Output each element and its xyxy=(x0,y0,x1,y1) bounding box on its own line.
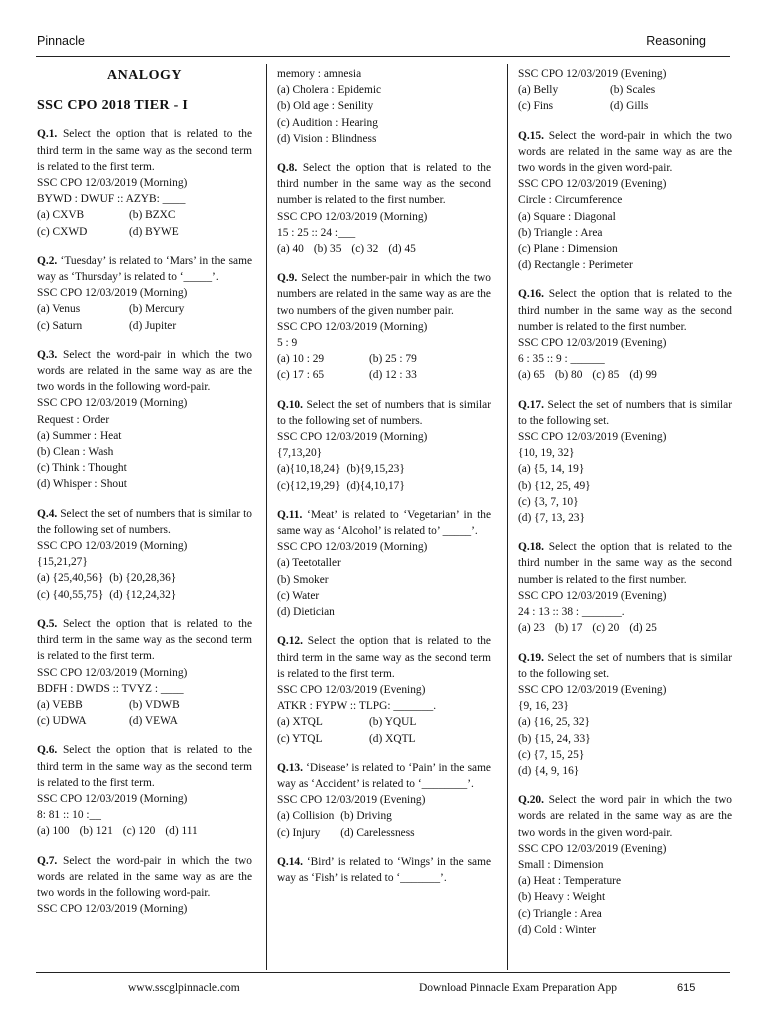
option-item: (b) Old age : Senility xyxy=(277,100,374,113)
question-number: Q.10. xyxy=(277,398,303,411)
option-item: (c) Plane : Dimension xyxy=(518,243,618,256)
option-item: (a) {25,40,56} xyxy=(37,572,104,585)
question-prompt: Small : Dimension xyxy=(518,858,604,871)
question-stem xyxy=(277,397,491,429)
question-prompt: BDFH : DWDS :: TVYZ : ____ xyxy=(37,682,184,695)
option-item: (a) VEBB xyxy=(37,698,83,711)
option-item: (a) Collision xyxy=(277,810,335,823)
option-item: (d) 12 : 33 xyxy=(369,369,417,382)
question-prompt: 8: 81 :: 10 :__ xyxy=(37,809,101,822)
option-item: (a) 100 xyxy=(37,825,70,838)
question-source: SSC CPO 12/03/2019 (Morning) xyxy=(37,177,188,190)
question-stem xyxy=(37,853,252,902)
question-source: SSC CPO 12/03/2019 (Evening) xyxy=(277,683,426,696)
page-number: 615 xyxy=(677,982,696,994)
option-list xyxy=(277,351,491,383)
question-stem xyxy=(37,616,252,665)
question-item xyxy=(37,506,252,603)
section-heading: SSC CPO 2018 TIER - I xyxy=(37,98,189,114)
question-source: SSC CPO 12/03/2019 (Morning) xyxy=(37,666,188,679)
question-prompt: {9, 16, 23} xyxy=(518,700,569,713)
option-item: (c) YTQL xyxy=(277,732,323,745)
option-item: (c) Audition : Hearing xyxy=(277,116,378,129)
option-item: (a) Belly xyxy=(518,84,559,97)
question-source: SSC CPO 12/03/2019 (Morning) xyxy=(37,540,188,553)
question-source: SSC CPO 12/03/2019 (Evening) xyxy=(518,337,667,350)
question-list-1 xyxy=(37,126,252,917)
option-item: (b) {20,28,36} xyxy=(109,572,177,585)
option-item: (d) Whisper : Shout xyxy=(37,478,127,491)
column-3 xyxy=(518,66,732,951)
question-number: Q.4. xyxy=(37,507,58,520)
question-stem xyxy=(277,854,491,886)
option-item: (d) 45 xyxy=(388,243,416,256)
question-stem xyxy=(277,160,491,209)
question-prompt: {10, 19, 32} xyxy=(518,447,575,460)
question-stem xyxy=(518,397,732,429)
question-number: Q.7. xyxy=(37,854,58,867)
question-14-continued xyxy=(518,66,732,115)
question-item xyxy=(518,286,732,383)
column-divider-1 xyxy=(266,64,267,970)
question-stem xyxy=(37,347,252,396)
option-list xyxy=(37,428,252,493)
option-item: (c){12,19,29} xyxy=(277,479,341,492)
option-item: (c) Saturn xyxy=(37,319,83,332)
option-item: (c) Fins xyxy=(518,100,554,113)
question-number: Q.19. xyxy=(518,651,544,664)
question-text: Select the option that is related to the third term in the same way as the second term is related to the first term. xyxy=(37,128,252,173)
question-prompt: Circle : Circumference xyxy=(518,194,623,207)
question-source: SSC CPO 12/03/2019 (Morning) xyxy=(37,397,188,410)
option-item: (d) Vision : Blindness xyxy=(277,132,377,145)
option-list xyxy=(518,714,732,779)
option-item: (b) Clean : Wash xyxy=(37,446,114,459)
option-list xyxy=(518,82,732,114)
option-item: (c) Triangle : Area xyxy=(518,907,602,920)
question-text: Select the option that is related to the third term in the same way as the second term is related to the first term. xyxy=(37,744,252,789)
option-item: (a) {5, 14, 19} xyxy=(518,463,585,476)
question-text: Select the option that is related to the third number in the same way as the second number is related to the first number. xyxy=(277,162,491,207)
question-item xyxy=(37,253,252,334)
question-prompt: ATKR : FYPW :: TLPG: _______. xyxy=(277,700,437,713)
option-item: (d) Jupiter xyxy=(129,319,177,332)
option-item: (b) VDWB xyxy=(129,698,180,711)
question-stem xyxy=(277,507,491,539)
option-item: (b) Driving xyxy=(340,810,392,823)
option-item: (c) Water xyxy=(277,589,320,602)
option-item: (a) 23 xyxy=(518,622,545,635)
question-source: SSC CPO 12/03/2019 (Morning) xyxy=(277,210,428,223)
question-text: Select the set of numbers that is similar to the following set of numbers. xyxy=(277,398,491,427)
question-source: SSC CPO 12/03/2019 (Morning) xyxy=(37,792,188,805)
question-text: Select the set of numbers that is similar to the following set of numbers. xyxy=(37,507,252,536)
option-list xyxy=(518,209,732,274)
option-item: (a) CXVB xyxy=(37,209,85,222)
question-prompt: {15,21,27} xyxy=(37,556,88,569)
question-item xyxy=(277,633,491,746)
option-item: (d) Rectangle : Perimeter xyxy=(518,259,633,272)
option-item: (a) 65 xyxy=(518,369,545,382)
question-item xyxy=(277,507,491,620)
question-text: Select the word pair in which the two words are related in the same way as are the two words in the given word-pair. xyxy=(518,794,732,839)
question-text: Select the option that is related to the third number in the same way as the second number is related to the first number. xyxy=(518,541,732,586)
question-item xyxy=(37,347,252,493)
option-list xyxy=(37,697,252,729)
question-stem xyxy=(37,506,252,538)
question-text: Select the word-pair in which the two words are related in the same way as are the two words in the given word-pair. xyxy=(518,129,732,175)
question-number: Q.8. xyxy=(277,162,298,175)
option-item: (b) 80 xyxy=(554,369,583,382)
question-item xyxy=(277,160,491,257)
question-item xyxy=(37,616,252,729)
question-source: SSC CPO 12/03/2019 (Morning) xyxy=(37,287,188,300)
option-list xyxy=(277,82,491,147)
question-list-3 xyxy=(518,128,732,938)
option-item: (a){10,18,24} xyxy=(277,463,341,476)
question-number: Q.9. xyxy=(277,272,298,285)
footer-app-promo: Download Pinnacle Exam Preparation App xyxy=(419,982,618,994)
option-item: (a) 40 xyxy=(277,243,304,256)
option-item: (c) 17 : 65 xyxy=(277,369,325,382)
option-item: (d) Gills xyxy=(610,100,649,113)
question-number: Q.1. xyxy=(37,128,58,141)
column-divider-2 xyxy=(507,64,508,970)
footer-divider xyxy=(36,972,730,973)
option-item: (d){4,10,17} xyxy=(346,479,405,492)
option-item: (a) 10 : 29 xyxy=(277,353,325,366)
question-stem xyxy=(518,128,732,177)
question-item xyxy=(518,128,732,274)
question-text: Select the word-pair in which the two words are related in the same way as are the two words in the following word-pair. xyxy=(37,854,252,899)
question-list-2 xyxy=(277,160,491,886)
question-number: Q.17. xyxy=(518,398,544,411)
option-item: (b) Heavy : Weight xyxy=(518,891,606,904)
option-item: (d) Cold : Winter xyxy=(518,923,597,936)
question-number: Q.20. xyxy=(518,794,544,807)
option-list xyxy=(37,823,252,839)
question-prompt: 5 : 9 xyxy=(277,337,298,350)
question-text: Select the option that is related to the third number in the same way as the second number is related to the first number. xyxy=(518,288,732,333)
option-item: (d) {4, 9, 16} xyxy=(518,764,580,777)
option-item: (a) Cholera : Epidemic xyxy=(277,84,382,97)
option-item: (b) Triangle : Area xyxy=(518,226,603,239)
option-item: (c) 120 xyxy=(122,825,156,838)
option-item: (d) 25 xyxy=(629,622,657,635)
question-stem xyxy=(277,270,491,319)
option-item: (d) {7, 13, 23} xyxy=(518,512,585,525)
option-item: (d) BYWE xyxy=(129,225,179,238)
option-list xyxy=(277,555,491,620)
question-prompt: 24 : 13 :: 38 : _______. xyxy=(518,606,625,619)
question-prompt: memory : amnesia xyxy=(277,68,362,80)
option-item: (b) Scales xyxy=(610,84,656,97)
question-number: Q.15. xyxy=(518,129,544,142)
question-item xyxy=(277,270,491,383)
question-prompt: {7,13,20} xyxy=(277,447,323,460)
option-item: (a) Square : Diagonal xyxy=(518,210,616,223)
question-text: Select the set of numbers that is similar to the following set. xyxy=(518,651,732,680)
question-item xyxy=(518,397,732,527)
option-item: (b) 25 : 79 xyxy=(369,353,417,366)
option-item: (b) {12, 25, 49} xyxy=(518,479,591,492)
option-item: (a) Venus xyxy=(37,303,81,316)
header-subject-left: Pinnacle xyxy=(37,34,85,48)
question-item xyxy=(37,853,252,918)
footer-url[interactable]: www.sscglpinnacle.com xyxy=(128,982,240,994)
question-text: Select the word-pair in which the two words are related in the same way as are the two words in the following word-pair. xyxy=(37,348,252,394)
question-7-continued xyxy=(277,66,491,147)
option-item: (d) 111 xyxy=(165,825,198,838)
question-source: SSC CPO 12/03/2019 (Evening) xyxy=(518,589,667,602)
option-item: (a) {16, 25, 32} xyxy=(518,716,590,729)
option-item: (c) {3, 7, 10} xyxy=(518,495,579,508)
question-source: SSC CPO 12/03/2019 (Morning) xyxy=(37,903,188,916)
question-item xyxy=(277,760,491,841)
question-source: SSC CPO 12/03/2019 (Evening) xyxy=(518,842,667,855)
question-text: Select the option that is related to the third term in the same way as the second term is related to the first term. xyxy=(277,635,491,680)
question-source: SSC CPO 12/03/2019 (Evening) xyxy=(518,68,667,80)
question-text: Select the option that is related to the third term in the same way as the second term is related to the first term. xyxy=(37,617,252,663)
page-title: ANALOGY xyxy=(106,68,183,83)
option-item: (a) Heat : Temperature xyxy=(518,875,622,888)
option-list xyxy=(277,808,491,840)
option-item: (a) Teetotaller xyxy=(277,557,341,570)
option-item: (a) Summer : Heat xyxy=(37,429,122,442)
question-item xyxy=(518,650,732,780)
question-prompt: BYWD : DWUF :: AZYB: ____ xyxy=(37,193,186,206)
question-source: SSC CPO 12/03/2019 (Morning) xyxy=(277,541,428,554)
option-item: (d) 99 xyxy=(629,369,657,382)
option-list xyxy=(518,367,732,383)
question-source: SSC CPO 12/03/2019 (Evening) xyxy=(518,431,667,444)
option-item: (b) 17 xyxy=(554,622,583,635)
option-list xyxy=(277,241,491,257)
option-list xyxy=(518,620,732,636)
option-item: (b) 121 xyxy=(79,825,113,838)
option-item: (a) XTQL xyxy=(277,716,323,729)
option-item: (c) 20 xyxy=(592,622,620,635)
question-number: Q.13. xyxy=(277,761,303,774)
question-number: Q.6. xyxy=(37,744,58,757)
option-list xyxy=(37,570,252,602)
question-prompt: Request : Order xyxy=(37,413,110,426)
question-text: ‘Tuesday’ is related to ‘Mars’ in the same way as ‘Thursday’ is related to ‘_____’. xyxy=(37,254,252,284)
option-item: (b) {15, 24, 33} xyxy=(518,732,591,745)
question-item xyxy=(518,792,732,938)
question-source: SSC CPO 12/03/2019 (Evening) xyxy=(277,794,426,807)
option-item: (b){9,15,23} xyxy=(346,463,405,476)
option-item: (d) Carelessness xyxy=(340,826,415,839)
question-item xyxy=(37,742,252,839)
option-item: (c) 32 xyxy=(351,243,379,256)
question-text: Select the number-pair in which the two numbers are related in the same way as are the two numbers of the given number pair. xyxy=(277,272,491,317)
option-item: (c) 85 xyxy=(592,369,620,382)
option-item: (c) UDWA xyxy=(37,715,87,728)
question-item xyxy=(277,854,491,886)
question-text: ‘Meat’ is related to ‘Vegetarian’ in the same way as ‘Alcohol’ is related to’ _____’. xyxy=(277,508,491,538)
question-stem xyxy=(37,253,252,285)
option-list xyxy=(518,873,732,938)
option-item: (d) {12,24,32} xyxy=(109,588,177,601)
question-source: SSC CPO 12/03/2019 (Morning) xyxy=(277,431,428,444)
header-divider xyxy=(36,56,730,57)
question-number: Q.18. xyxy=(518,541,544,554)
question-item xyxy=(37,126,252,239)
header-subject-right: Reasoning xyxy=(646,34,706,48)
option-list xyxy=(277,714,491,746)
option-item: (c) Think : Thought xyxy=(37,462,127,475)
option-list xyxy=(37,207,252,239)
question-text: ‘Disease’ is related to ‘Pain’ in the same way as ‘Accident’ is related to ‘________’. xyxy=(277,761,491,790)
column-2 xyxy=(277,66,491,899)
question-stem xyxy=(518,650,732,682)
option-item: (d) XQTL xyxy=(369,732,416,745)
question-prompt: 6 : 35 :: 9 : ______ xyxy=(518,353,605,366)
option-item: (c) {7, 15, 25} xyxy=(518,748,585,761)
option-item: (b) 35 xyxy=(313,243,342,256)
question-stem xyxy=(277,633,491,682)
question-stem xyxy=(518,286,732,335)
question-text: Select the set of numbers that is similar to the following set. xyxy=(518,398,732,427)
question-number: Q.12. xyxy=(277,635,303,648)
option-list xyxy=(37,301,252,333)
question-number: Q.2. xyxy=(37,254,58,267)
question-number: Q.11. xyxy=(277,508,303,521)
option-list xyxy=(277,461,491,493)
question-number: Q.5. xyxy=(37,617,58,630)
question-stem xyxy=(37,126,252,175)
option-item: (c) {40,55,75} xyxy=(37,588,104,601)
option-item: (c) Injury xyxy=(277,826,321,839)
option-item: (d) Dietician xyxy=(277,606,335,619)
option-item: (b) Smoker xyxy=(277,573,329,586)
question-prompt: 15 : 25 :: 24 :___ xyxy=(277,226,356,239)
question-source: SSC CPO 12/03/2019 (Morning) xyxy=(277,320,428,333)
question-stem xyxy=(518,539,732,588)
question-item xyxy=(518,539,732,636)
question-stem xyxy=(37,742,252,791)
question-stem xyxy=(518,792,732,841)
question-number: Q.16. xyxy=(518,288,544,301)
question-stem xyxy=(277,760,491,792)
option-item: (c) CXWD xyxy=(37,225,88,238)
column-1 xyxy=(37,66,252,930)
option-list xyxy=(518,461,732,526)
question-number: Q.3. xyxy=(37,348,58,361)
question-item xyxy=(277,397,491,494)
option-item: (d) VEWA xyxy=(129,715,178,728)
option-item: (b) Mercury xyxy=(129,303,185,316)
question-source: SSC CPO 12/03/2019 (Evening) xyxy=(518,683,667,696)
option-item: (b) BZXC xyxy=(129,209,176,222)
question-number: Q.14. xyxy=(277,855,303,868)
question-source: SSC CPO 12/03/2019 (Evening) xyxy=(518,178,667,191)
option-item: (b) YQUL xyxy=(369,716,417,729)
question-text: ‘Bird’ is related to ‘Wings’ in the same way as ‘Fish’ is related to ‘_______’. xyxy=(277,855,491,884)
